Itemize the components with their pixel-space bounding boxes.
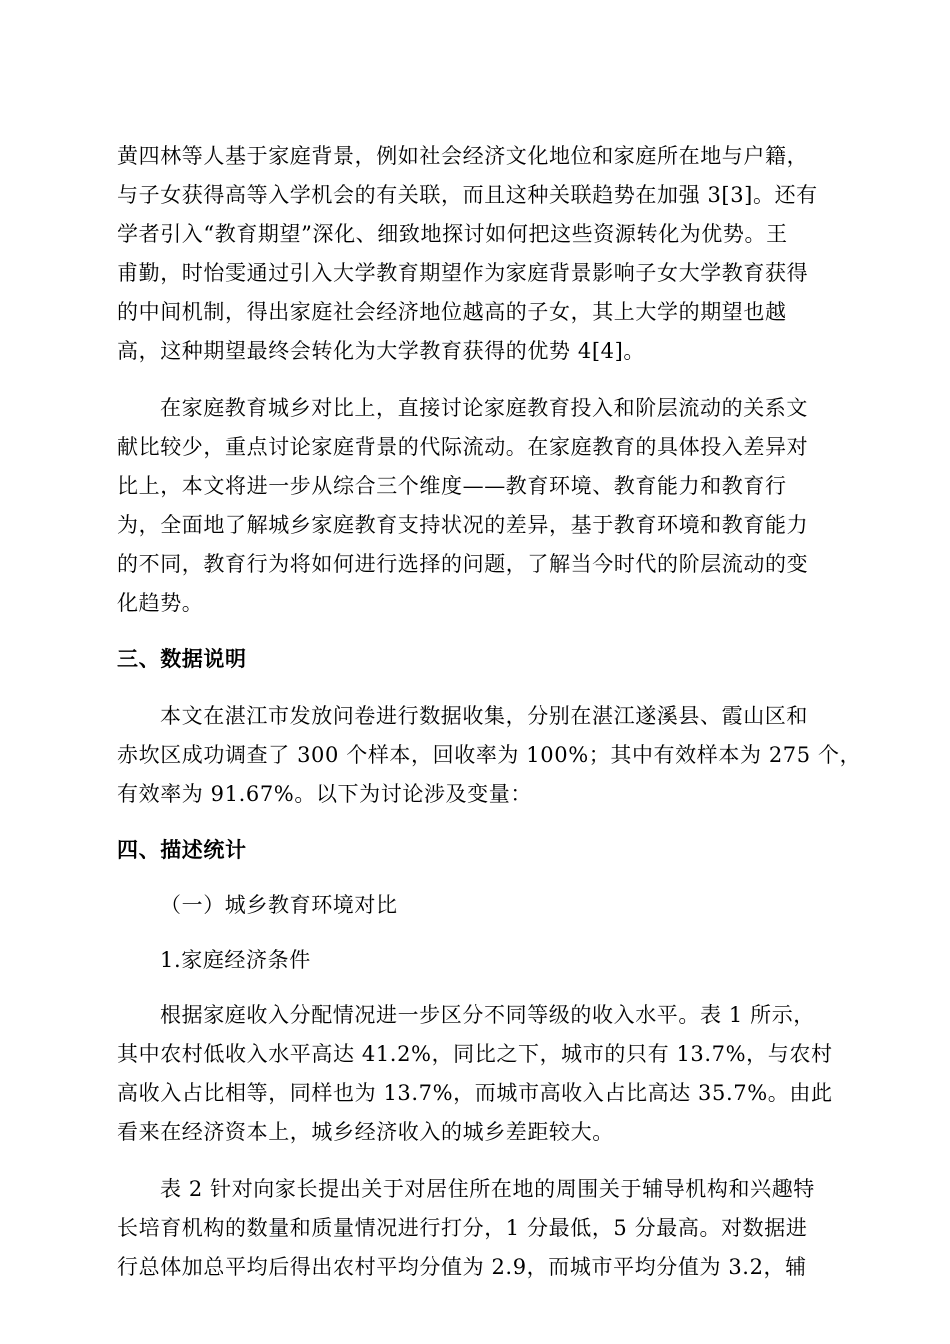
text-line: 高，这种期望最终会转化为大学教育获得的优势 4[4]。 (117, 339, 645, 363)
text-line: 献比较少，重点讨论家庭背景的代际流动。在家庭教育的具体投入差异对 (117, 435, 809, 459)
text-line: 黄四林等人基于家庭背景，例如社会经济文化地位和家庭所在地与户籍， (117, 144, 809, 168)
text-line: 长培育机构的数量和质量情况进行打分，1 分最低，5 分最高。对数据进 (117, 1216, 808, 1240)
text-line: 在家庭教育城乡对比上，直接讨论家庭教育投入和阶层流动的关系文 (160, 396, 808, 420)
text-line: 赤坎区成功调查了 300 个样本，回收率为 100%；其中有效样本为 275 个， (117, 743, 862, 767)
text-line: 与子女获得高等入学机会的有关联，而且这种关联趋势在加强 3[3]。还有 (117, 183, 818, 207)
text-line: 有效率为 91.67%。以下为讨论涉及变量： (117, 782, 532, 806)
section-heading: 四、描述统计 (117, 838, 247, 862)
text-line: 的不同，教育行为将如何进行选择的问题，了解当今时代的阶层流动的变 (117, 552, 809, 576)
subsection-heading: 1.家庭经济条件 (160, 948, 311, 972)
text-line: 甫勤，时怡雯通过引入大学教育期望作为家庭背景影响子女大学教育获得 (117, 261, 809, 285)
text-line: 其中农村低收入水平高达 41.2%，同比之下，城市的只有 13.7%，与农村 (117, 1042, 833, 1066)
text-line: 学者引入“教育期望”深化、细致地探讨如何把这些资源转化为优势。王 (117, 222, 788, 246)
text-line: 看来在经济资本上，城乡经济收入的城乡差距较大。 (117, 1120, 614, 1144)
subsection-heading: （一）城乡教育环境对比 (160, 893, 398, 917)
text-line: 本文在湛江市发放问卷进行数据收集，分别在湛江遂溪县、霞山区和 (160, 704, 808, 728)
text-line: 行总体加总平均后得出农村平均分值为 2.9，而城市平均分值为 3.2，辅 (117, 1255, 807, 1279)
text-line: 根据家庭收入分配情况进一步区分不同等级的收入水平。表 1 所示， (160, 1003, 815, 1027)
text-line: 的中间机制，得出家庭社会经济地位越高的子女，其上大学的期望也越 (117, 300, 787, 324)
text-line: 表 2 针对向家长提出关于对居住所在地的周围关于辅导机构和兴趣特 (160, 1177, 815, 1201)
text-line: 高收入占比相等，同样也为 13.7%，而城市高收入占比高达 35.7%。由此 (117, 1081, 833, 1105)
text-line: 化趋势。 (117, 591, 204, 615)
text-line: 比上，本文将进一步从综合三个维度——教育环境、教育能力和教育行 (117, 474, 787, 498)
text-line: 为，全面地了解城乡家庭教育支持状况的差异，基于教育环境和教育能力 (117, 513, 809, 537)
section-heading: 三、数据说明 (117, 647, 247, 671)
